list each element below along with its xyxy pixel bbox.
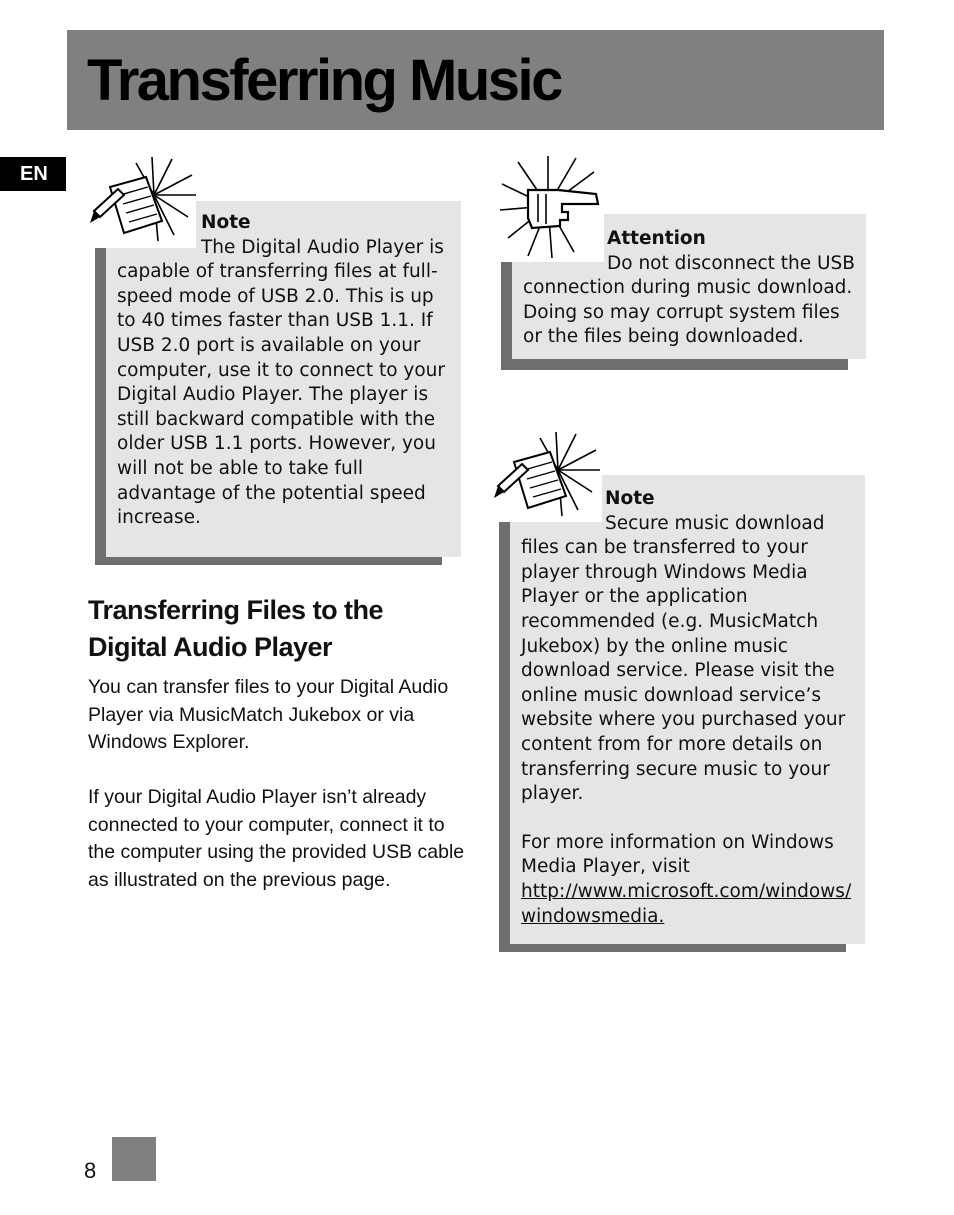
note1-box [106, 201, 461, 557]
page-number: 8 [84, 1158, 97, 1183]
attention-first-line: Do not disconnect the USB [607, 252, 855, 274]
page-title: Transferring Music [87, 48, 561, 113]
page-marker [112, 1137, 156, 1181]
note2-first-line: Secure music download [605, 512, 825, 534]
note1-heading: Note [201, 212, 251, 233]
section-title: Transferring Files to the Digital Audio Player [88, 595, 384, 662]
pointing-hand-icon [498, 154, 604, 260]
note-pencil-icon [492, 430, 604, 520]
language-tab: EN [0, 157, 66, 191]
note2-text: files can be transferred to your player through Windows Media Player or the application recommended (e.g. MusicMatch Jukebox) by the online music download service. Please visit the online music download service’s website where you purchased your content from for more details on transferring secure music to your player. [521, 537, 846, 805]
section-paragraph-2: If your Digital Audio Player isn’t already connected to your computer, connect it to the computer using the provided USB cable as illustrated on the previous page. [88, 786, 465, 891]
note2-more-info: For more information on Windows Media Player, visit [521, 831, 834, 878]
attention-heading: Attention [607, 228, 706, 249]
note1-first-line: The Digital Audio Player is [201, 236, 444, 258]
note1-text: capable of transferring files at full-speed mode of USB 2.0. This is up to 40 times faster than USB 1.1. If USB 2.0 port is available on your computer, use it to connect to your Digital Audio Player. The player is still backward compatible with the older USB 1.1 ports. However, you will not be able to take full advantage of the potential speed increase. [117, 261, 446, 529]
attention-text: connection during music download. Doing so may corrupt system files or the files being downloaded. [523, 277, 853, 348]
note-pencil-icon [88, 155, 200, 245]
windows-media-link[interactable]: http://www.microsoft.com/windows/windowsmedia. [521, 880, 852, 927]
section-paragraph-1: You can transfer files to your Digital Audio Player via MusicMatch Jukebox or via Windows Explorer. [88, 676, 449, 753]
note2-box [510, 475, 865, 944]
title-bar [67, 30, 884, 130]
note2-heading: Note [605, 488, 655, 509]
